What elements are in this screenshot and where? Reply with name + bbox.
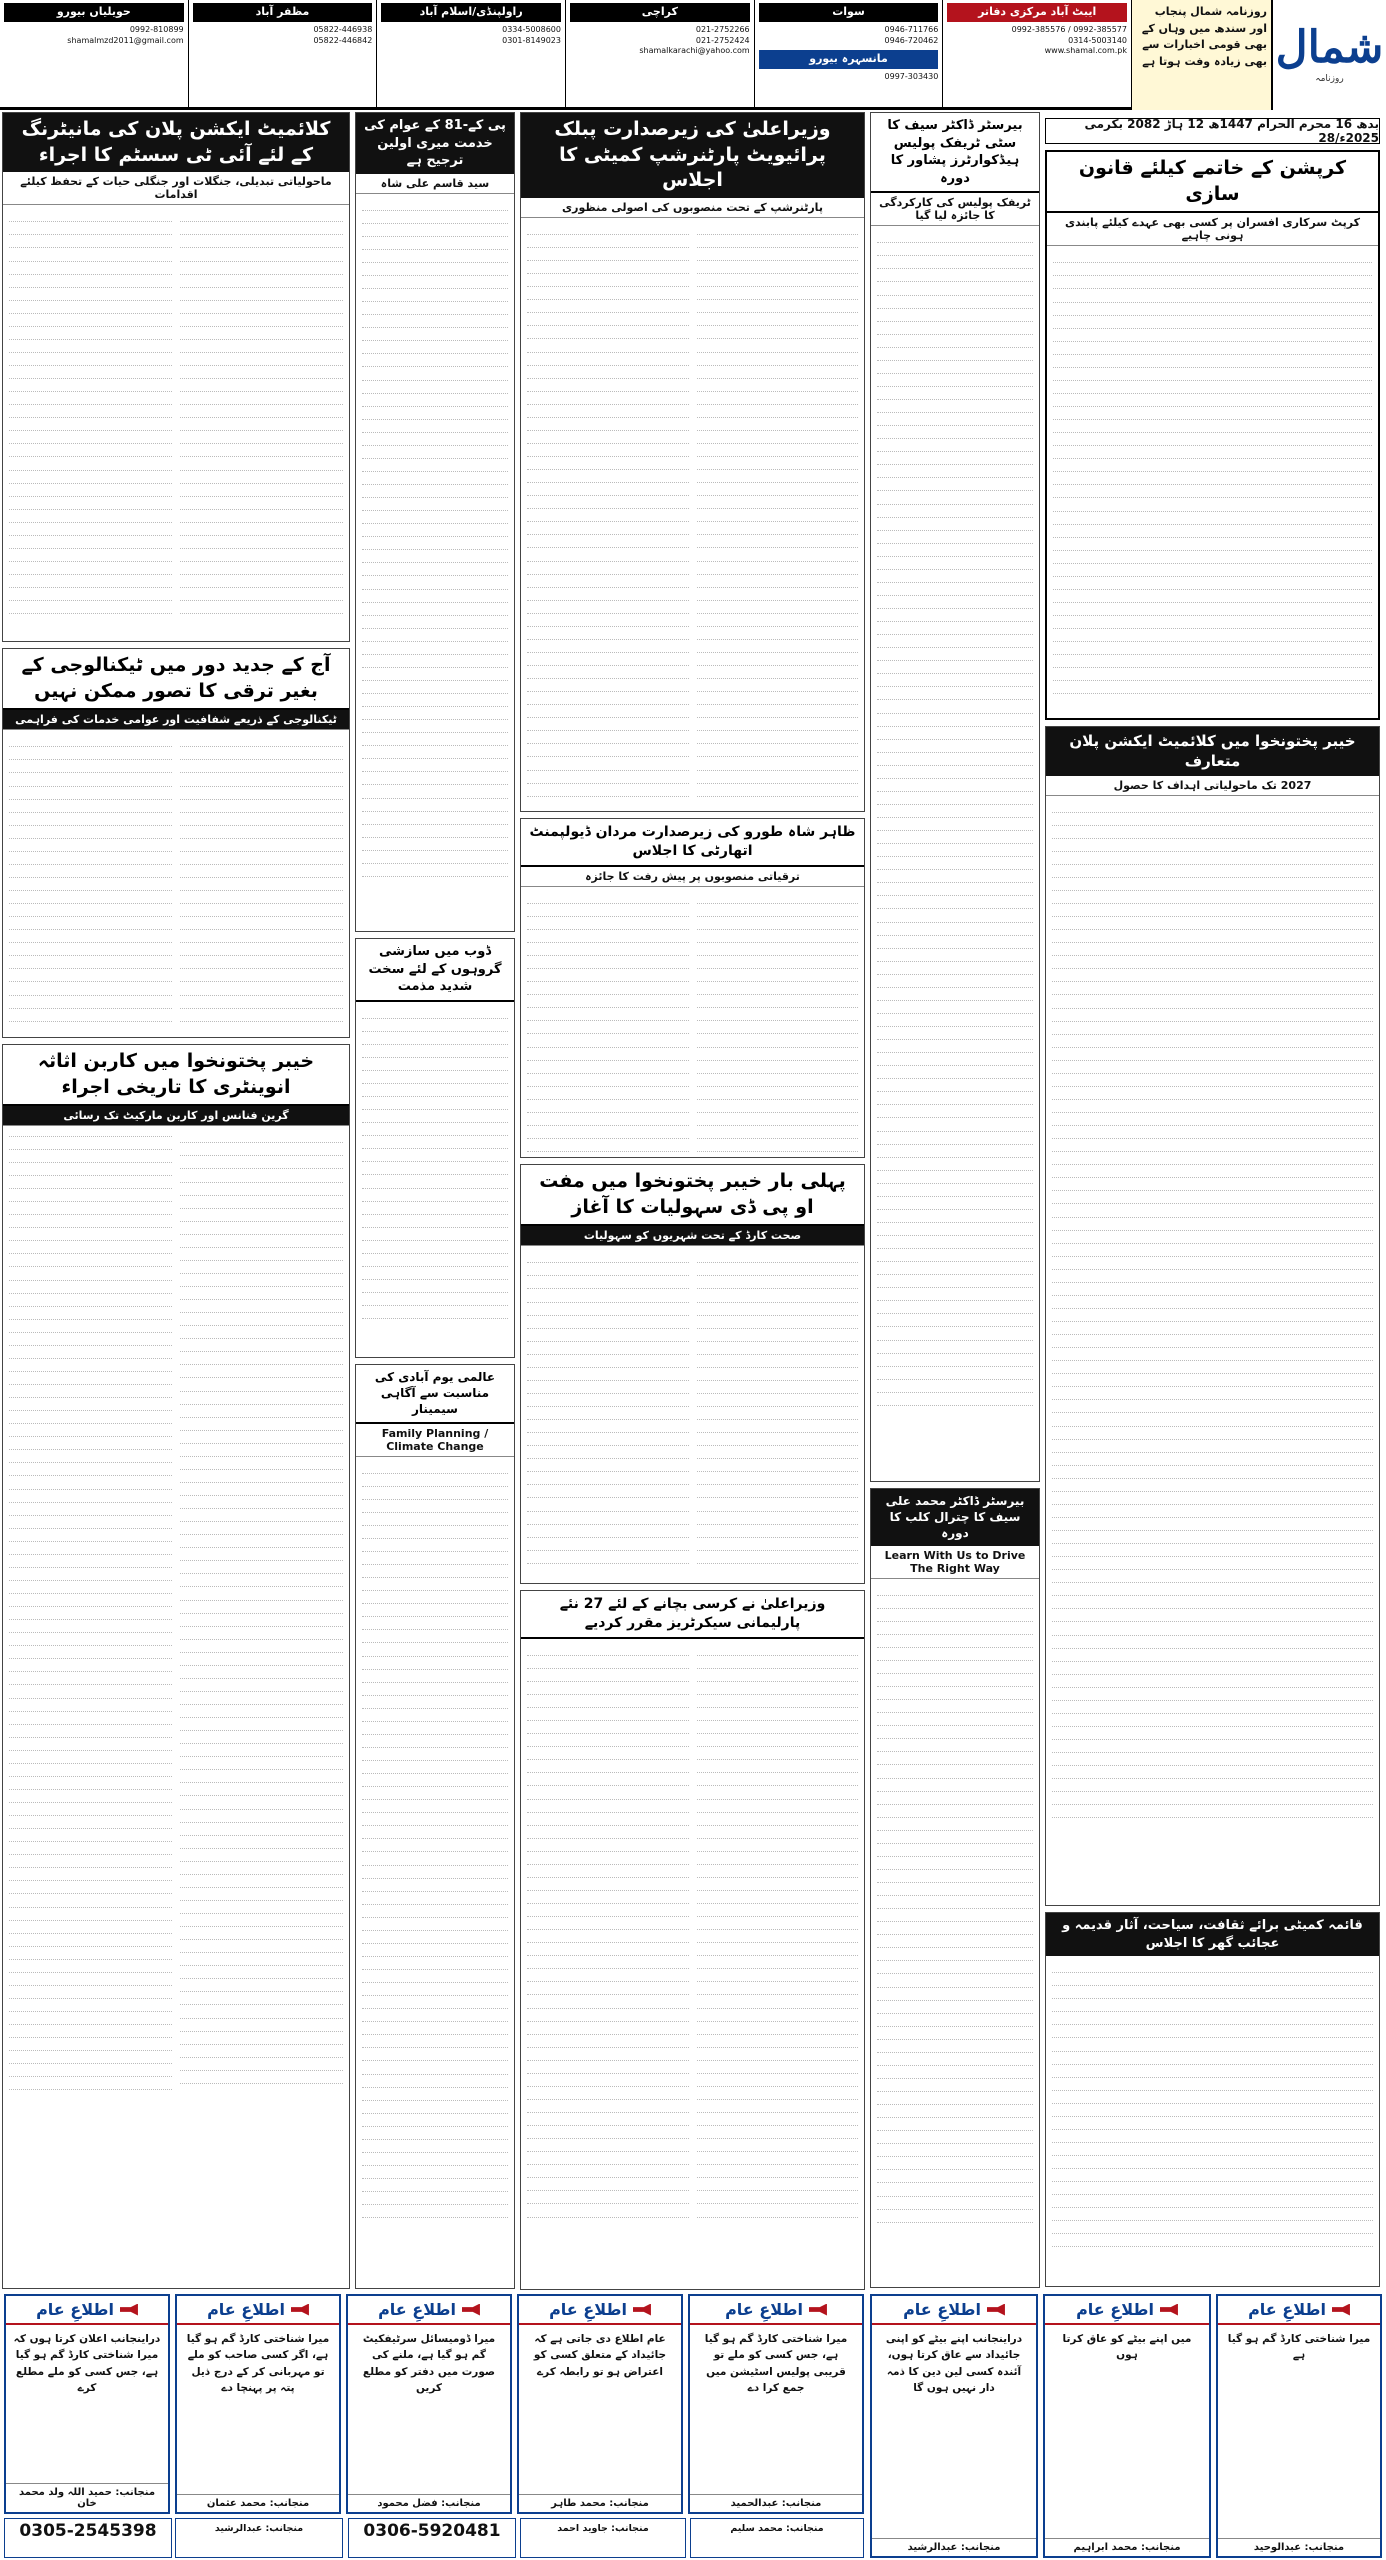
article-body bbox=[356, 194, 514, 881]
notice-footer: منجانب: محمد ابراہیم bbox=[1045, 2538, 1209, 2556]
edition-title: کراچی bbox=[570, 3, 750, 22]
article-headline: ڈوب میں سازشی گروہوں کے لئے سخت شدید مذمت bbox=[356, 939, 514, 1002]
megaphone-icon bbox=[291, 2304, 309, 2316]
edition-rawalpindi bbox=[376, 0, 565, 110]
notice-title: اطلاعِ عام bbox=[1248, 2300, 1326, 2319]
masthead bbox=[0, 0, 1386, 110]
article-body bbox=[521, 887, 864, 1156]
article-headline: وزیراعلیٰ کی زیرصدارت پبلک پرائیویٹ پارٹنرشپ کمیٹی کا اجلاس bbox=[521, 113, 864, 198]
article-carbon-inventory bbox=[2, 1044, 350, 2289]
notice-card bbox=[1043, 2294, 1211, 2558]
edition-title: مظفر آباد bbox=[193, 3, 373, 22]
promo-box bbox=[1131, 0, 1271, 110]
article-subhead: صحت کارڈ کے تحت شہریوں کو سہولیات bbox=[521, 1226, 864, 1246]
edition-title: حویلیاں بیورو bbox=[4, 3, 184, 22]
notice-body: میرا ڈومیسائل سرٹیفکیٹ گم ہو گیا ہے، ملنے کی صورت میں دفتر کو مطلع کریں bbox=[362, 2333, 496, 2394]
article-headline: قائمہ کمیٹی برائے ثقافت، سیاحت، آثار قدیمہ و عجائب گھر کا اجلاس bbox=[1046, 1913, 1379, 1956]
edition-line: 0992-810899 bbox=[129, 24, 184, 34]
notice-card bbox=[688, 2294, 864, 2514]
megaphone-icon bbox=[1332, 2304, 1350, 2316]
article-parliamentary-secretaries bbox=[520, 1590, 865, 2290]
notice-phone: 0306-5920481 bbox=[363, 2521, 501, 2541]
megaphone-icon bbox=[120, 2304, 138, 2316]
article-subhead: Learn With Us to Drive The Right Way bbox=[871, 1546, 1039, 1579]
edition-karachi bbox=[565, 0, 754, 110]
article-traffic-hq bbox=[870, 112, 1040, 1482]
article-subhead: گرین فنانس اور کاربن مارکیٹ تک رسائی bbox=[3, 1106, 349, 1126]
edition-abbottabad bbox=[942, 0, 1131, 110]
article-headline: خیبر پختونخوا میں کاربن اثاثہ انوینٹری کا تاریخی اجراء bbox=[3, 1045, 349, 1106]
megaphone-icon bbox=[1160, 2304, 1178, 2316]
notice-title: اطلاعِ عام bbox=[903, 2300, 981, 2319]
edition-line: www.shamal.com.pk bbox=[1044, 46, 1127, 56]
editorial bbox=[1045, 150, 1380, 720]
article-headline: بیرسٹر ڈاکٹر سیف کا سٹی ٹریفک پولیس ہیڈکوارٹرز پشاور کا دورہ bbox=[871, 113, 1039, 193]
article-chitral-visit bbox=[870, 1488, 1040, 2288]
edition-line: 021-2752266 bbox=[695, 24, 750, 34]
article-body bbox=[871, 1579, 1039, 2227]
notice-footer: منجانب: محمد طاہر bbox=[519, 2494, 681, 2512]
article-headline: پہلی بار خیبر پختونخوا میں مفت او پی ڈی سہولیات کا آغاز bbox=[521, 1165, 864, 1226]
notice-body: میں اپنے بیٹے کو عاق کرتا ہوں bbox=[1062, 2333, 1192, 2362]
article-headline: وزیراعلیٰ نے کرسی بچانے کے لئے 27 نئے پارلیمانی سیکرٹریز مقرر کردیے bbox=[521, 1591, 864, 1639]
notice-title: اطلاعِ عام bbox=[36, 2300, 114, 2319]
notice-card-strip bbox=[690, 2518, 864, 2558]
article-body bbox=[3, 730, 349, 1025]
article-subhead: ترقیاتی منصوبوں پر پیش رفت کا جائزہ bbox=[521, 867, 864, 887]
notice-card bbox=[1216, 2294, 1382, 2558]
notice-card bbox=[346, 2294, 512, 2514]
edition-line: 0314-5003140 bbox=[1068, 35, 1127, 45]
edition-line: 0946-720462 bbox=[884, 35, 939, 45]
article-headline: پی کے-81 کے عوام کی خدمت میری اولین ترجیح ہے bbox=[356, 113, 514, 174]
article-body bbox=[871, 226, 1039, 1410]
promo-text: روزنامہ شمال پنجاب اور سندھ میں وہاں کے بھی قومی اخبارات سے بھی زیادہ وفت ہوتا ہے bbox=[1141, 5, 1267, 68]
article-subhead: پارٹنرشپ کے تحت منصوبوں کی اصولی منظوری bbox=[521, 198, 864, 218]
notice-footer: منجانب: عبدالوحید bbox=[1218, 2538, 1380, 2556]
notice-title: اطلاعِ عام bbox=[207, 2300, 285, 2319]
notice-footer: منجانب: حمید اللہ ولد محمد خان bbox=[6, 2483, 168, 2512]
article-headline: آج کے جدید دور میں ٹیکنالوجی کے بغیر ترقی کا تصور ممکن نہیں bbox=[3, 649, 349, 710]
notice-body: میرا شناختی کارڈ گم ہو گیا ہے، اگر کسی صاحب کو ملے تو مہربانی کر کے درج ذیل پتہ پر پہنچا دے bbox=[186, 2333, 330, 2394]
megaphone-icon bbox=[987, 2304, 1005, 2316]
notice-body: عام اطلاع دی جاتی ہے کہ جائیداد کے متعلق کسی کو اعتراض ہو تو رابطہ کرے bbox=[533, 2333, 667, 2378]
article-population-day bbox=[355, 1364, 515, 2289]
article-body bbox=[521, 1639, 864, 2222]
notice-title: اطلاعِ عام bbox=[378, 2300, 456, 2319]
article-technology bbox=[2, 648, 350, 1038]
article-committee bbox=[1045, 1912, 1380, 2287]
article-body bbox=[1046, 1956, 1379, 2251]
edition-swat bbox=[754, 0, 943, 110]
notice-card bbox=[175, 2294, 341, 2514]
edition-line: 0992-385577 / 0992-385576 bbox=[1011, 24, 1127, 34]
article-headline: عالمی یوم آبادی کی مناسبت سے آگاہی سیمینار bbox=[356, 1365, 514, 1424]
logo bbox=[1271, 0, 1386, 110]
notice-footer: منجانب: محمد سلیم bbox=[730, 2523, 824, 2534]
article-body bbox=[3, 205, 349, 618]
edition-title: سوات bbox=[759, 3, 939, 22]
edition-line: 05822-446938 bbox=[313, 24, 373, 34]
notice-card-strip bbox=[520, 2518, 686, 2558]
article-ppp-committee bbox=[520, 112, 865, 812]
notice-card-strip bbox=[4, 2518, 172, 2558]
notice-title: اطلاعِ عام bbox=[549, 2300, 627, 2319]
article-pk81 bbox=[355, 112, 515, 932]
article-condemnation bbox=[355, 938, 515, 1358]
edition-muzaffarabad bbox=[188, 0, 377, 110]
edition-line: 0301-8149023 bbox=[502, 35, 561, 45]
notice-title: اطلاعِ عام bbox=[1076, 2300, 1154, 2319]
article-subhead: ٹریفک پولیس کی کارکردگی کا جائزہ لیا گیا bbox=[871, 193, 1039, 226]
article-climate-it bbox=[2, 112, 350, 642]
article-climate-plan bbox=[1045, 726, 1380, 1906]
notice-card-strip bbox=[348, 2518, 516, 2558]
notice-body: میرا شناختی کارڈ گم ہو گیا ہے، جس کسی کو ملے تو قریبی پولیس اسٹیشن میں جمع کرا دے bbox=[704, 2333, 848, 2394]
notice-body: دراینجانب اپنے بیٹے کو اپنی جائیداد سے عاق کرتا ہوں، آئندہ کسی لین دین کا ذمہ دار نہیں ہوں گا bbox=[885, 2333, 1023, 2394]
notice-body: دراینجانب اعلان کرتا ہوں کہ میرا شناختی کارڈ گم ہو گیا ہے، جس کسی کو ملے مطلع کرے bbox=[13, 2333, 161, 2394]
edition-havelian bbox=[0, 0, 188, 110]
notice-footer: منجانب: عبدالرشید bbox=[872, 2538, 1036, 2556]
megaphone-icon bbox=[809, 2304, 827, 2316]
article-mardan-authority bbox=[520, 818, 865, 1158]
megaphone-icon bbox=[462, 2304, 480, 2316]
notice-footer: منجانب: عبدالحمید bbox=[690, 2494, 862, 2512]
dateline: بدھ 16 محرم الحرام 1447ھ 12 ہاڑ 2082 بکرمی 2025ء/28 bbox=[1045, 118, 1380, 144]
article-headline: بیرسٹر ڈاکٹر محمد علی سیف کا چترال کلب کا دورہ bbox=[871, 1489, 1039, 1546]
article-headline: خیبر پختونخوا میں کلائمیٹ ایکشن پلان متعارف bbox=[1046, 727, 1379, 776]
article-body bbox=[356, 1002, 514, 1324]
article-body bbox=[356, 1457, 514, 2223]
article-headline: کلائمیٹ ایکشن پلان کی مانیٹرنگ کے لئے آئی ٹی سسٹم کا اجراء bbox=[3, 113, 349, 172]
editorial-body bbox=[1047, 246, 1378, 698]
edition-line: 05822-446842 bbox=[313, 35, 373, 45]
article-body bbox=[521, 1246, 864, 1568]
article-subhead: ٹیکنالوجی کے ذریعے شفافیت اور عوامی خدمات کی فراہمی bbox=[3, 710, 349, 730]
article-subhead: Family Planning / Climate Change bbox=[356, 1424, 514, 1457]
article-headline: ظاہر شاہ طورو کی زیرصدارت مردان ڈیولپمنٹ اتھارٹی کا اجلاس bbox=[521, 819, 864, 867]
editorial-headline: کرپشن کے خاتمے کیلئے قانون سازی bbox=[1047, 152, 1378, 213]
notice-footer: منجانب: فضل محمود bbox=[348, 2494, 510, 2512]
notice-footer: منجانب: عبدالرشید bbox=[214, 2523, 304, 2534]
notice-card bbox=[870, 2294, 1038, 2558]
article-body bbox=[521, 218, 864, 801]
edition-title: ایبٹ آباد مرکزی دفاتر bbox=[947, 3, 1127, 22]
edition-line: 021-2752424 bbox=[695, 35, 750, 45]
edition-title: راولپنڈی/اسلام آباد bbox=[381, 3, 561, 22]
notice-card bbox=[4, 2294, 170, 2514]
edition-title: مانسہرہ بیورو bbox=[759, 50, 939, 69]
notice-title: اطلاعِ عام bbox=[725, 2300, 803, 2319]
megaphone-icon bbox=[633, 2304, 651, 2316]
edition-line: 0334-5008600 bbox=[502, 24, 561, 34]
edition-line: 0946-711766 bbox=[884, 24, 939, 34]
logo-title: شمال bbox=[1275, 22, 1384, 73]
notice-card bbox=[517, 2294, 683, 2514]
edition-line: shamalmzd2011@gmail.com bbox=[67, 35, 184, 45]
notice-body: میرا شناختی کارڈ گم ہو گیا ہے bbox=[1227, 2333, 1371, 2362]
edition-line: shamalkarachi@yahoo.com bbox=[639, 46, 750, 56]
logo-subtitle: روزنامہ bbox=[1315, 74, 1344, 84]
article-body bbox=[3, 1126, 349, 2094]
article-body bbox=[1046, 796, 1379, 1823]
notice-footer: منجانب: محمد عثمان bbox=[177, 2494, 339, 2512]
article-subhead: ماحولیاتی تبدیلی، جنگلات اور جنگلی حیات کے تحفظ کیلئے اقدامات bbox=[3, 172, 349, 205]
article-subhead: سید قاسم علی شاہ bbox=[356, 174, 514, 194]
notice-card-strip bbox=[175, 2518, 343, 2558]
editorial-subhead: کرپٹ سرکاری افسران پر کسی بھی عہدے کیلئے پابندی ہونی چاہیے bbox=[1047, 213, 1378, 246]
notice-phone: 0305-2545398 bbox=[19, 2521, 157, 2541]
article-subhead: 2027 تک ماحولیاتی اہداف کا حصول bbox=[1046, 776, 1379, 796]
notice-footer: منجانب: جاوید احمد bbox=[557, 2523, 649, 2534]
article-free-opd bbox=[520, 1164, 865, 1584]
edition-line: 0997-303430 bbox=[884, 72, 939, 82]
